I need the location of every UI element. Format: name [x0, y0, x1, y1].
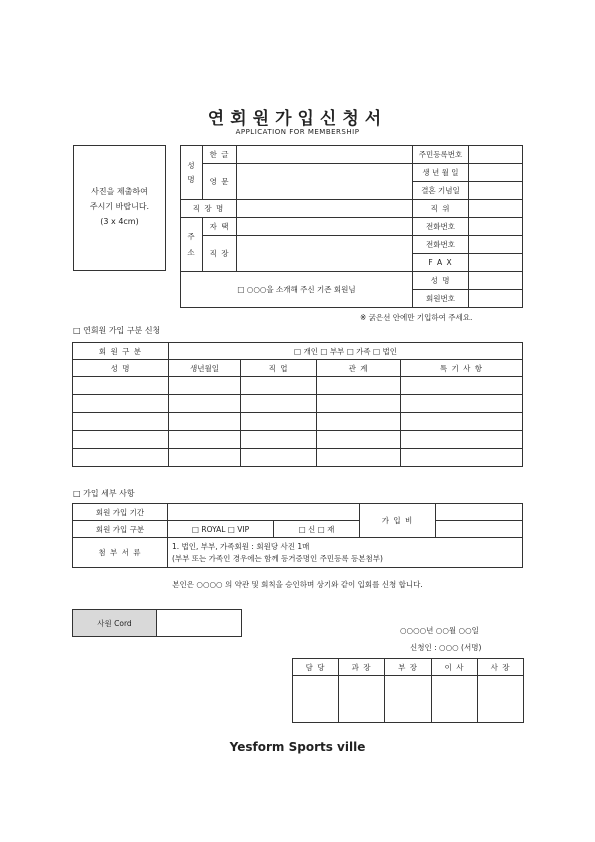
applicant-table [180, 145, 523, 308]
approval-president: 사 장 [478, 659, 524, 676]
applicant-signature-line: 신청인 : ○○○ (서명) [410, 643, 482, 652]
approval-table [292, 658, 524, 723]
name-char-1: 성 [187, 160, 196, 170]
cell[interactable] [241, 377, 317, 395]
docs-label: 첨 부 서 류 [73, 538, 168, 568]
table-row [73, 449, 523, 467]
company-name: Yesform Sports ville [229, 740, 366, 754]
section1-heading: □ 연회원 가입 구분 신청 [73, 326, 161, 335]
ref-member-no-label: 회원번호 [413, 290, 469, 308]
cell[interactable] [73, 413, 169, 431]
approval-stamp-box[interactable] [293, 676, 339, 723]
table-row [73, 395, 523, 413]
photo-box[interactable] [73, 145, 166, 271]
cell[interactable] [73, 395, 169, 413]
member-type-table [72, 342, 523, 467]
fee-field-2[interactable] [436, 521, 523, 538]
fee-field[interactable] [436, 504, 523, 521]
cell[interactable] [169, 377, 241, 395]
docs-line-2: (부부 또는 가족인 경우에는 함께 등거증명인 주민등록 등본첨부) [172, 553, 383, 563]
cell[interactable] [73, 449, 169, 467]
name-char-2: 명 [187, 174, 196, 184]
address-char-2: 소 [187, 247, 196, 257]
cell[interactable] [169, 395, 241, 413]
cell[interactable] [401, 431, 523, 449]
ref-name-label: 성 명 [413, 272, 469, 290]
referrer-label: □ ○○○을 소개해 주신 기존 회원님 [181, 272, 413, 308]
category-label: 회원 가입 구분 [73, 521, 168, 538]
staff-card-field[interactable] [157, 610, 242, 637]
approval-stamp-box[interactable] [432, 676, 478, 723]
form-subtitle: APPLICATION FOR MEMBERSHIP [235, 128, 360, 136]
fax-label: F A X [413, 254, 469, 272]
cell[interactable] [241, 395, 317, 413]
member-type-options[interactable]: □ 개인 □ 부부 □ 가족 □ 법인 [169, 343, 523, 360]
approval-manager: 부 장 [385, 659, 432, 676]
approval-director: 이 사 [432, 659, 478, 676]
cell[interactable] [241, 431, 317, 449]
col-name: 성 명 [73, 360, 169, 377]
col-relation: 관 계 [317, 360, 401, 377]
cell[interactable] [401, 449, 523, 467]
korean-name-label: 한 글 [203, 146, 237, 164]
membership-details-table [72, 503, 523, 568]
status-options[interactable]: □ 신 □ 재 [274, 521, 360, 538]
name-label [181, 146, 203, 200]
position-field[interactable] [469, 200, 523, 218]
cell[interactable] [241, 449, 317, 467]
col-occupation: 직 업 [241, 360, 317, 377]
cell[interactable] [317, 449, 401, 467]
approval-staff: 담 당 [293, 659, 339, 676]
fax-field[interactable] [469, 254, 523, 272]
home-label: 자 택 [203, 218, 237, 236]
photo-instruction-1: 사진을 제출하여 [91, 187, 148, 196]
address-char-1: 주 [187, 231, 196, 241]
agreement-text: 본인은 ○○○○ 의 약관 및 회칙을 승인하며 상기와 같이 입회를 신청 합니다. [172, 580, 423, 589]
grade-options[interactable]: □ ROYAL □ VIP [168, 521, 274, 538]
period-label: 회원 가입 기간 [73, 504, 168, 521]
approval-stamp-box[interactable] [385, 676, 432, 723]
cell[interactable] [401, 377, 523, 395]
address-label [181, 218, 203, 272]
table-row [73, 377, 523, 395]
docs-line-1: 1. 법인, 부부, 가족회원 : 회원당 사진 1매 [172, 541, 310, 551]
cell[interactable] [401, 413, 523, 431]
english-name-field[interactable] [237, 164, 413, 200]
anniversary-field[interactable] [469, 182, 523, 200]
work-phone-field[interactable] [469, 236, 523, 254]
docs-content [168, 538, 523, 568]
english-name-label: 영 문 [203, 164, 237, 200]
approval-section-chief: 과 장 [339, 659, 385, 676]
anniversary-label: 결혼 기념일 [413, 182, 469, 200]
cell[interactable] [169, 449, 241, 467]
rrn-label: 주민등록번호 [413, 146, 469, 164]
cell[interactable] [169, 413, 241, 431]
staff-card-table [72, 609, 242, 637]
cell[interactable] [317, 413, 401, 431]
home-address-field[interactable] [237, 218, 413, 236]
work-label: 직 장 [203, 236, 237, 272]
photo-size: (3 x 4cm) [100, 217, 139, 226]
work-phone-label: 전화번호 [413, 236, 469, 254]
photo-instruction-2: 주시기 바랍니다. [89, 202, 150, 211]
ref-name-field[interactable] [469, 272, 523, 290]
approval-stamp-box[interactable] [339, 676, 385, 723]
section2-heading: □ 가입 세부 사항 [73, 489, 135, 498]
date-line: ○○○○년 ○○월 ○○일 [400, 626, 479, 635]
workplace-field[interactable] [237, 200, 413, 218]
member-type-label: 회 원 구 분 [73, 343, 169, 360]
position-label: 직 위 [413, 200, 469, 218]
home-phone-field[interactable] [469, 218, 523, 236]
cell[interactable] [317, 431, 401, 449]
form-title: 연회원가입신청서 [207, 109, 388, 129]
table-row [73, 413, 523, 431]
col-remarks: 특 기 사 항 [401, 360, 523, 377]
cell[interactable] [317, 395, 401, 413]
cell[interactable] [73, 431, 169, 449]
approval-stamp-box[interactable] [478, 676, 524, 723]
period-field[interactable] [168, 504, 360, 521]
cell[interactable] [241, 413, 317, 431]
cell[interactable] [169, 431, 241, 449]
instruction-note: ※ 굵은선 안에만 기입하여 주세요. [360, 313, 473, 322]
cell[interactable] [317, 377, 401, 395]
home-phone-label: 전화번호 [413, 218, 469, 236]
ref-member-no-field[interactable] [469, 290, 523, 308]
korean-name-field[interactable] [237, 146, 413, 164]
table-row [73, 431, 523, 449]
birth-field[interactable] [469, 164, 523, 182]
cell[interactable] [73, 377, 169, 395]
birth-label: 생 년 월 일 [413, 164, 469, 182]
workplace-label: 직 장 명 [181, 200, 237, 218]
staff-card-label: 사원 Cord [73, 610, 157, 637]
rrn-field[interactable] [469, 146, 523, 164]
cell[interactable] [401, 395, 523, 413]
col-birth: 생년월일 [169, 360, 241, 377]
work-address-field[interactable] [237, 236, 413, 272]
fee-label: 가 입 비 [360, 504, 436, 538]
